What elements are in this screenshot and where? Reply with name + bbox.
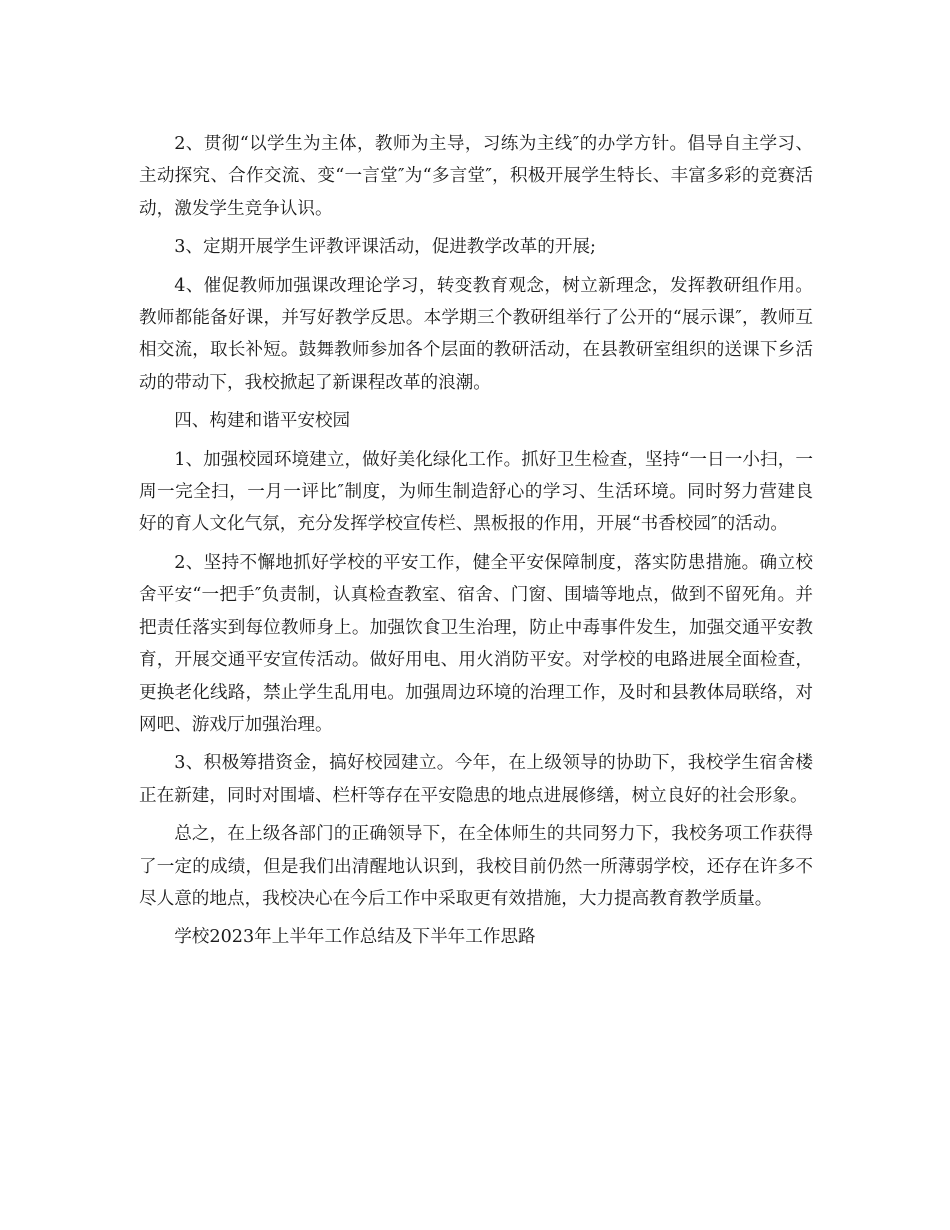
paragraph-curriculum-reform: 4、催促教师加强课改理论学习，转变教育观念，树立新理念，发挥教研组作用。教师都能备好课，并写好教学反思。本学期三个教研组举行了公开的“展示课″，教师互相交流，取长补短。鼓舞教师参加各个层面的教研活动，在县教研室组织的送课下乡活动的带动下，我校掀起了新课程改革的浪潮。 [139,275,813,393]
paragraph-campus-environment: 1、加强校园环境建立，做好美化绿化工作。抓好卫生检查，坚持“一日一小扫，一周一完全扫，一月一评比″制度，为师生制造舒心的学习、生活环境。同时努力营建良好的育人文化气氛，充分发挥学校宣传栏、黑板报的作用，开展“书香校园″的活动。 [139,449,813,535]
paragraph-student-evaluation: 3、定期开展学生评教评课活动，促进教学改革的开展; [174,237,596,258]
section-heading-safe-campus: 四、构建和谐平安校园 [174,411,351,432]
document-page [139,128,813,960]
paragraph-safety-work: 2、坚持不懈地抓好学校的平安工作，健全平安保障制度，落实防患措施。确立校舍平安“一把手″负责制，认真检查教室、宿舍、门窗、围墙等地点，做到不留死角。并把责任落实到每位教师身上。加强饮食卫生治理，防止中毒事件发生，加强交通平安教育，开展交通平安宣传活动。做好用电、用火消防平安。对学校的电路进展全面检查，更换老化线路，禁止学生乱用电。加强周边环境的治理工作，及时和县教体局联络，对网吧、游戏厅加强治理。 [139,552,813,735]
document-next-title: 学校2023年上半年工作总结及下半年工作思路 [174,927,536,948]
paragraph-conclusion: 总之，在上级各部门的正确领导下，在全体师生的共同努力下，我校务项工作获得了一定的成绩，但是我们出清醒地认识到，我校目前仍然一所薄弱学校，还存在许多不尽人意的地点，我校决心在今后工作中采取更有效措施，大力提高教育教学质量。 [139,824,813,909]
paragraph-teaching-policy: 2、贯彻“以学生为主体，教师为主导，习练为主线″的办学方针。倡导自主学习、主动探究、合作交流、变“一言堂″为“多言堂″，积极开展学生特长、丰富多彩的竞赛活动，激发学生竞争认识。 [139,134,813,219]
paragraph-campus-construction: 3、积极筹措资金，搞好校园建立。今年，在上级领导的协助下，我校学生宿舍楼正在新建，同时对围墙、栏杆等存在平安隐患的地点进展修缮，树立良好的社会形象。 [139,753,813,806]
